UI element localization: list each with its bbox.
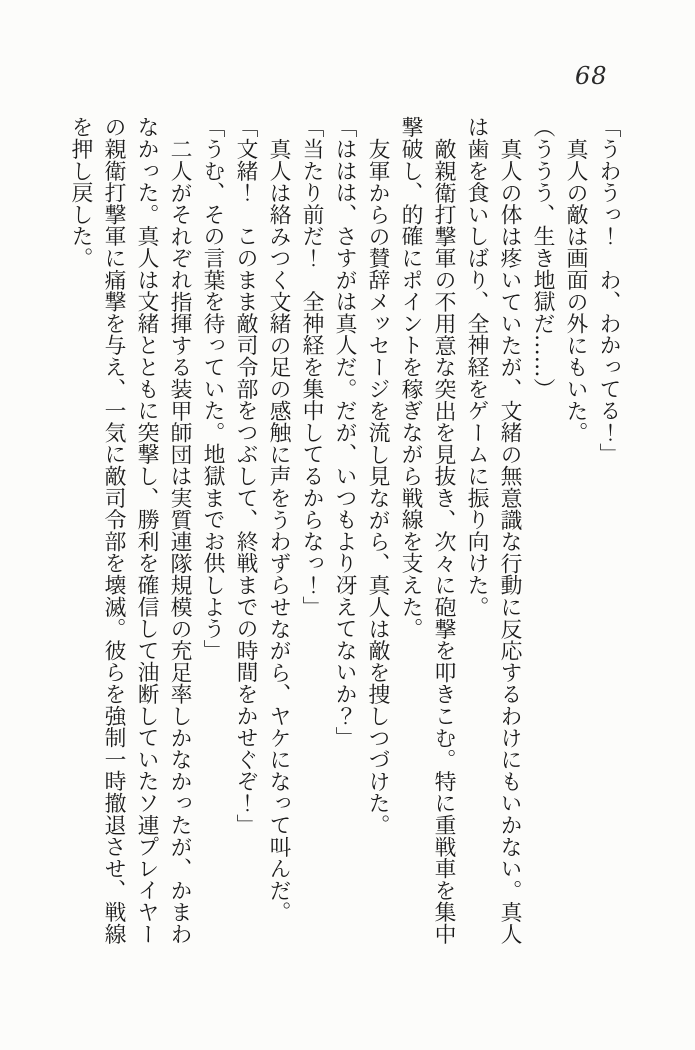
paragraph: 敵親衛打撃軍の不用意な突出を見抜き、次々に砲撃を叩きこむ。特に重戦車を集中撃破し、的確にポイントを稼ぎながら戦線を支えた。 [398, 116, 456, 945]
paragraph: 「うむ、その言葉を待っていた。地獄までお供しよう」 [200, 116, 225, 661]
page-number: 68 [575, 62, 608, 90]
paragraph: 真人の体は疼いていたが、文緒の無意識な行動に反応するわけにもいかない。真人は歯を食いしばり、全神経をゲームに振り向けた。 [464, 116, 522, 945]
paragraph: 真人の敵は画面の外にもいた。 [563, 137, 588, 443]
paragraph: 真人は絡みつく文緒の足の感触に声をうわずらせながら、ヤケになって叫んだ。 [266, 137, 291, 923]
paragraph: 「文緒！ このまま敵司令部をつぶして、終戦までの時間をかせぐぞ！」 [233, 116, 258, 836]
paragraph: 「ははは、さすがは真人だ。だが、いつもより冴えてないか？」 [332, 116, 357, 749]
paragraph: 「当たり前だ！ 全神経を集中してるからなっ！」 [299, 116, 324, 618]
paragraph: 二人がそれぞれ指揮する装甲師団は実質連隊規模の充足率しかなかったが、かまわなかった。真人は文緒とともに突撃し、勝利を確信して油断していたソ連プレイヤーの親衛打撃軍に痛撃を与え、一気に敵司令部を壊滅。彼らを強制一時撤退させ、戦線を押し戻した。 [68, 116, 192, 945]
paragraph: 友軍からの賛辞メッセージを流し見ながら、真人は敵を捜しつづけた。 [365, 137, 390, 836]
paragraph: 「うわうっ！ わ、わかってる！」 [596, 116, 621, 465]
text-block [64, 116, 625, 952]
paragraph: （ううう、生き地獄だ……） [530, 116, 555, 400]
